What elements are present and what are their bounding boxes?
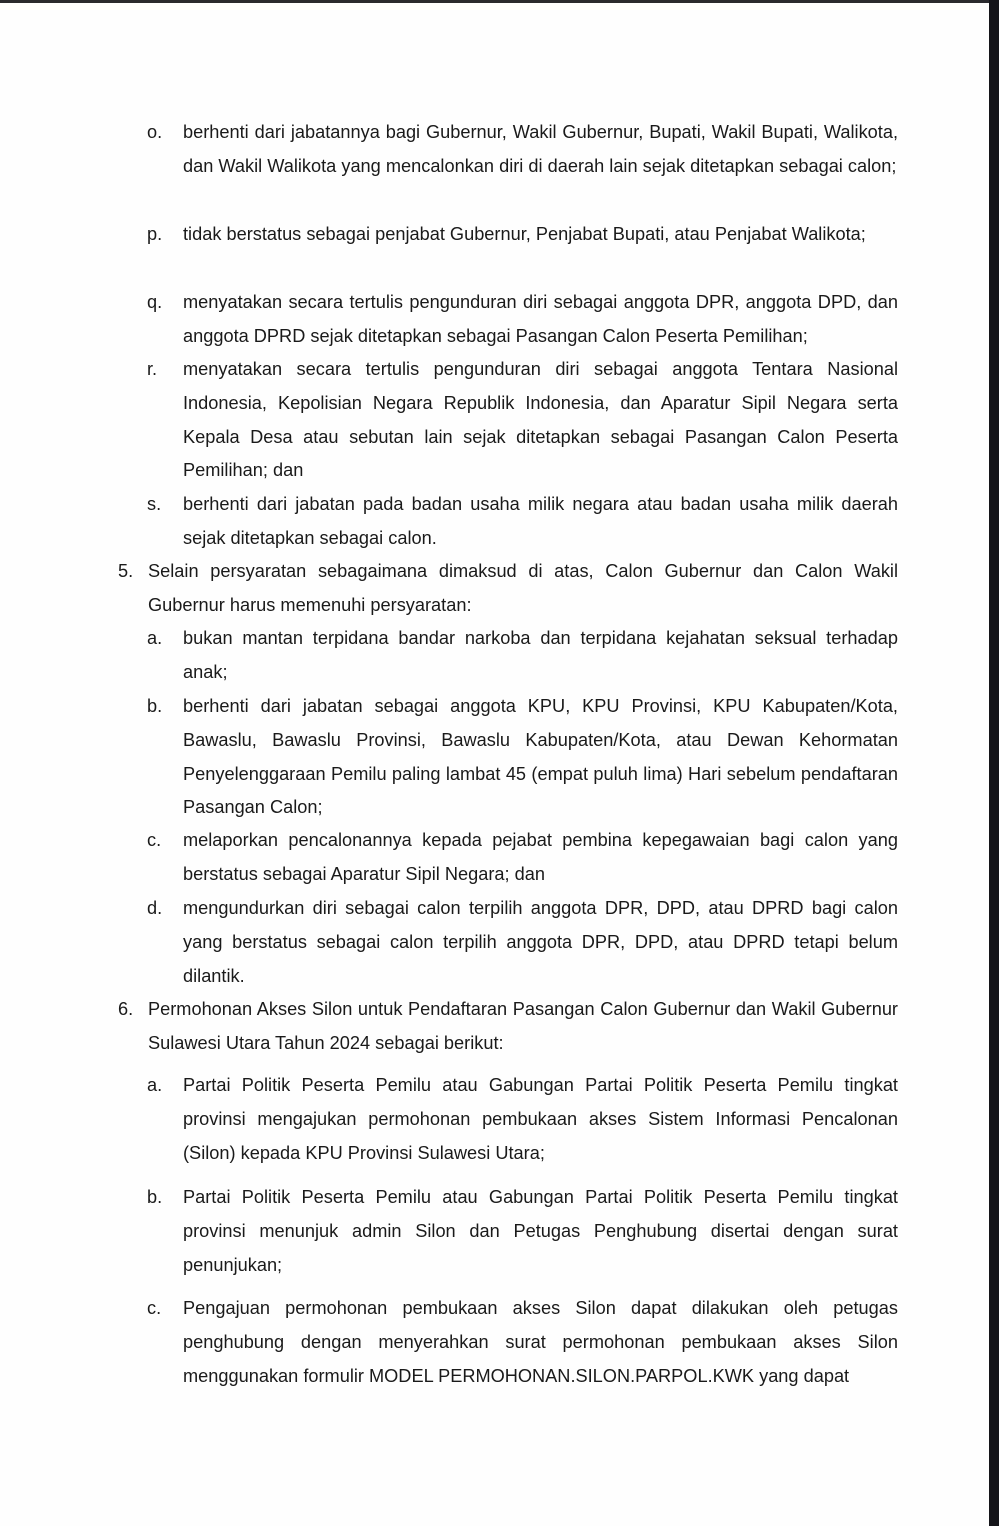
document-page [0, 3, 989, 1526]
numbered-item-text: Permohonan Akses Silon untuk Pendaftaran Pasangan Calon Gubernur dan Wakil Gubernur Sulawesi Utara Tahun 2024 sebagai berikut: [148, 999, 898, 1053]
numbered-item-6 [118, 993, 898, 1061]
list-marker: d. [147, 898, 163, 918]
list-item-text: mengundurkan diri sebagai calon terpilih anggota DPR, DPD, atau DPRD bagi calon yang berstatus sebagai calon terpilih anggota DPR, DPD, atau DPRD tetapi belum dilantik. [183, 898, 898, 986]
numbered-item-text: Selain persyaratan sebagaimana dimaksud di atas, Calon Gubernur dan Calon Wakil Gubernur harus memenuhi persyaratan: [148, 561, 898, 615]
list-item-text: Partai Politik Peserta Pemilu atau Gabungan Partai Politik Peserta Pemilu tingkat provinsi mengajukan permohonan pembukaan akses Sistem Informasi Pencalonan (Silon) kepada KPU Provinsi Sulawesi Utara; [183, 1075, 898, 1163]
list-item-text: berhenti dari jabatan sebagai anggota KPU, KPU Provinsi, KPU Kabupaten/Kota, Bawaslu, Bawaslu Provinsi, Bawaslu Kabupaten/Kota, atau Dewan Kehormatan Penyelenggaraan Pemilu paling lambat 45 (empat puluh lima) Hari sebelum pendaftaran Pasangan Calon; [183, 696, 898, 818]
list-item-b [147, 690, 898, 825]
list-marker: o. [147, 122, 163, 142]
list-item-text: tidak berstatus sebagai penjabat Gubernur, Penjabat Bupati, atau Penjabat Walikota; [183, 224, 866, 244]
list-item-text: melaporkan pencalonannya kepada pejabat pembina kepegawaian bagi calon yang berstatus sebagai Aparatur Sipil Negara; dan [183, 830, 898, 884]
list-item-text: Partai Politik Peserta Pemilu atau Gabungan Partai Politik Peserta Pemilu tingkat provinsi menunjuk admin Silon dan Petugas Penghubung disertai dengan surat penunjukan; [183, 1187, 898, 1275]
list-item-a [147, 622, 898, 690]
list-item-q [147, 286, 898, 354]
list-marker: b. [147, 1187, 163, 1207]
list-marker: c. [147, 1298, 162, 1318]
list-item-p [147, 218, 898, 252]
list-item-text: Pengajuan permohonan pembukaan akses Silon dapat dilakukan oleh petugas penghubung dengan menyerahkan surat permohonan pembukaan akses Silon menggunakan formulir MODEL PERMOHONAN.SILON.PARPOL.KWK yang dapat [183, 1298, 898, 1386]
list-marker: c. [147, 830, 162, 850]
list-item-d [147, 892, 898, 993]
list-item-o [147, 116, 898, 184]
list-marker: a. [147, 628, 163, 648]
list-marker: r. [147, 359, 158, 379]
list-item-s [147, 488, 898, 556]
list-item-r [147, 353, 898, 488]
list-marker: q. [147, 292, 163, 312]
list-item-text: bukan mantan terpidana bandar narkoba dan terpidana kejahatan seksual terhadap anak; [183, 628, 898, 682]
list-item-c [147, 824, 898, 892]
list-marker: 5. [118, 561, 134, 581]
list-item-a [147, 1069, 898, 1170]
list-marker: p. [147, 224, 163, 244]
list-marker: 6. [118, 999, 134, 1019]
list-item-b [147, 1181, 898, 1282]
list-item-text: menyatakan secara tertulis pengunduran diri sebagai anggota Tentara Nasional Indonesia, Kepolisian Negara Republik Indonesia, dan Aparatur Sipil Negara serta Kepala Desa atau sebutan lain sejak ditetapkan sebagai Pasangan Calon Peserta Pemilihan; dan [183, 359, 898, 481]
list-item-text: berhenti dari jabatan pada badan usaha milik negara atau badan usaha milik daerah sejak ditetapkan sebagai calon. [183, 494, 898, 548]
window-right-border [989, 0, 999, 1526]
numbered-item-5 [118, 555, 898, 623]
list-marker: a. [147, 1075, 163, 1095]
list-marker: s. [147, 494, 162, 514]
list-item-c [147, 1292, 898, 1393]
list-marker: b. [147, 696, 163, 716]
list-item-text: menyatakan secara tertulis pengunduran diri sebagai anggota DPR, anggota DPD, dan anggota DPRD sejak ditetapkan sebagai Pasangan Calon Peserta Pemilihan; [183, 292, 898, 346]
list-item-text: berhenti dari jabatannya bagi Gubernur, Wakil Gubernur, Bupati, Wakil Bupati, Walikota, dan Wakil Walikota yang mencalonkan diri di daerah lain sejak ditetapkan sebagai calon; [183, 122, 898, 176]
